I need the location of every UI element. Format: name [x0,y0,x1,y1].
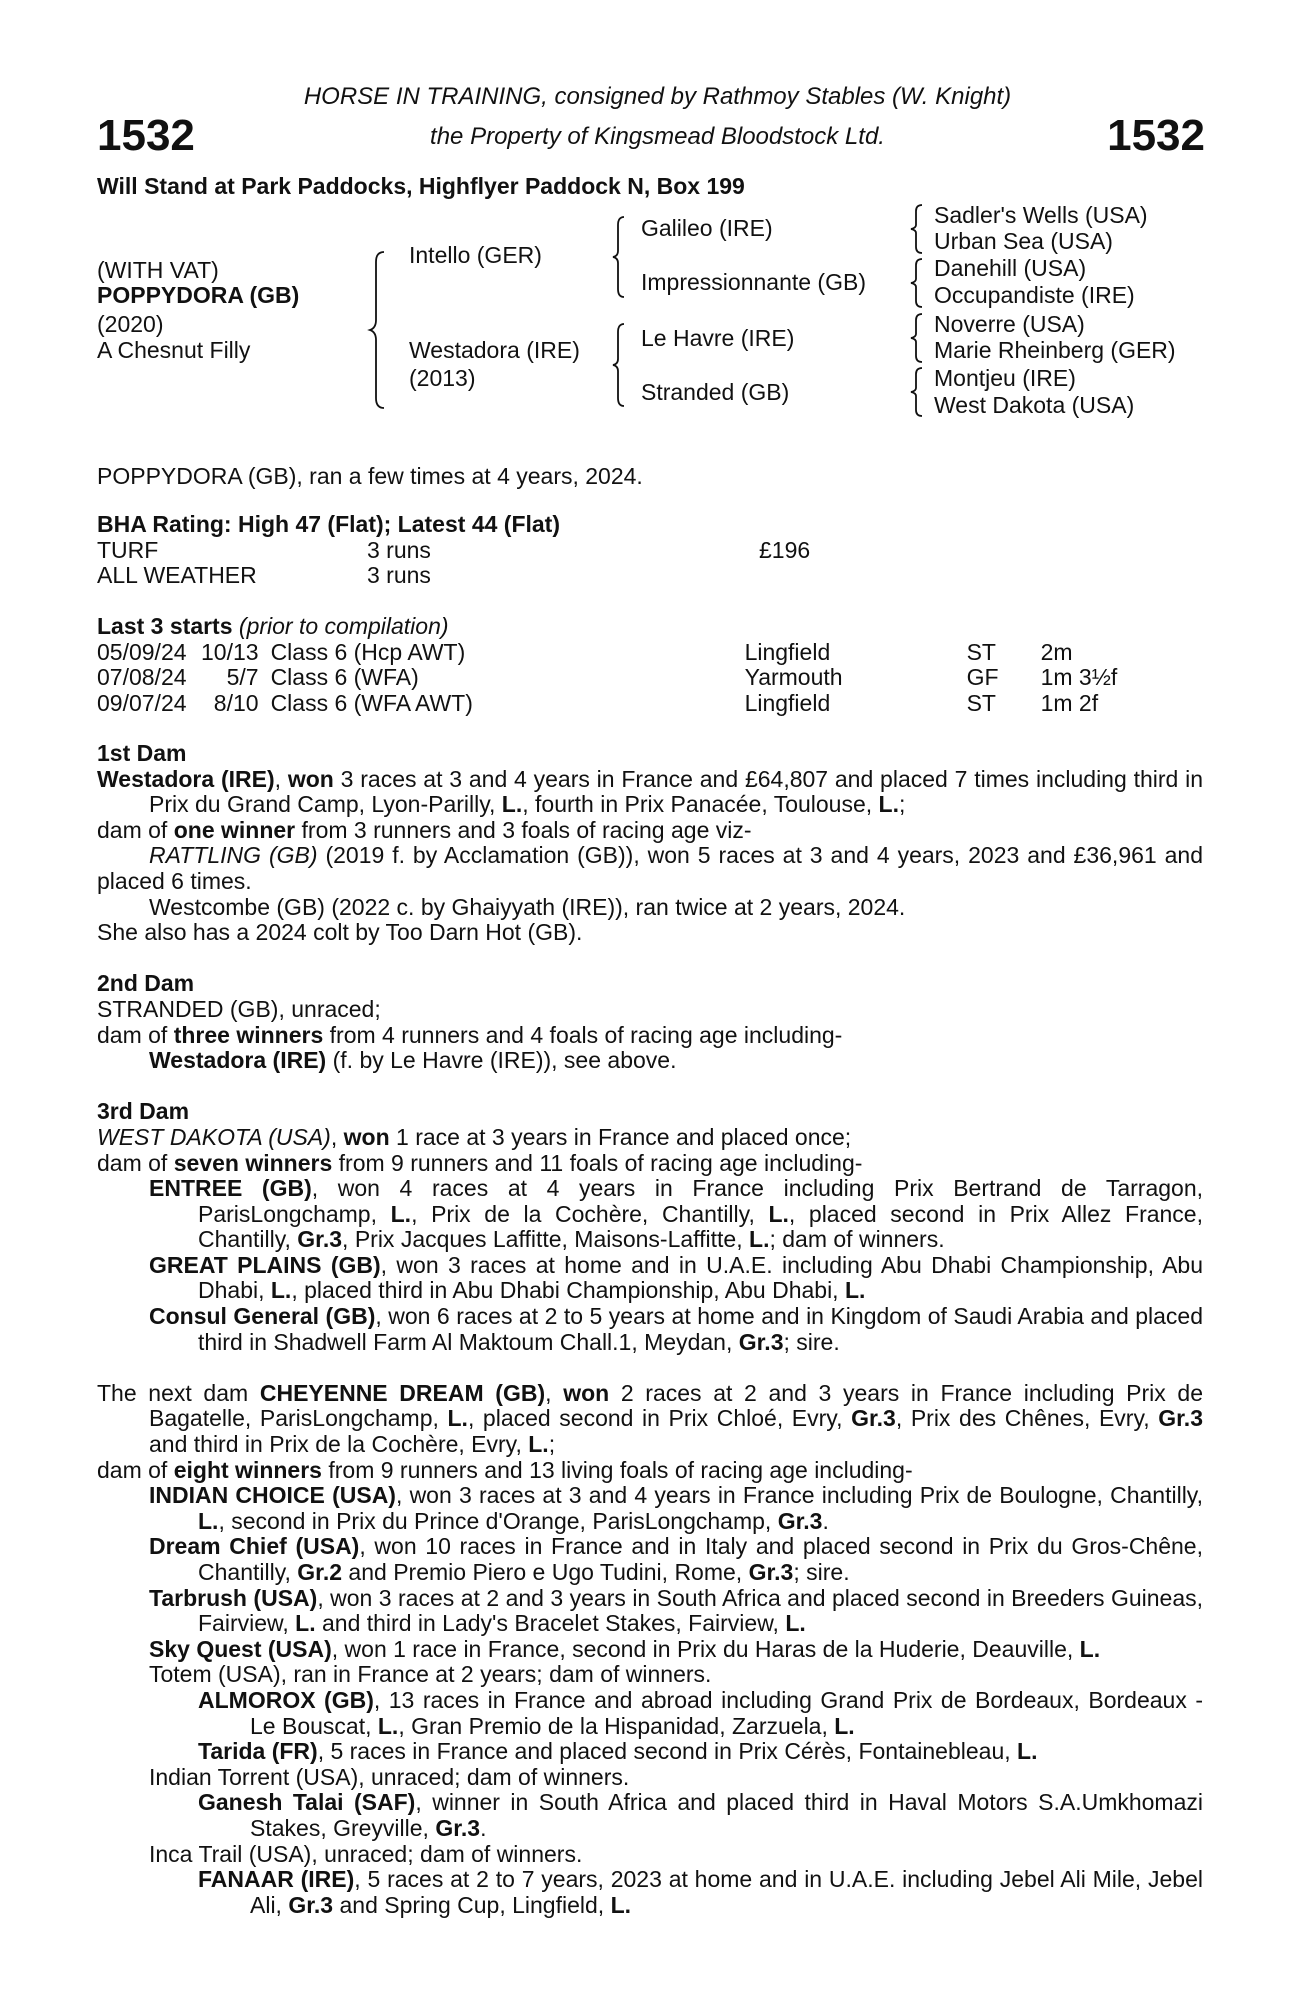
start-course: Lingfield [744,689,831,716]
start-date: 05/09/24 [97,638,187,665]
text: Totem (USA), ran in France at 2 years; dam of winners. [149,1661,712,1688]
bold-text: three winners [173,1021,324,1048]
catalogue-heading: HORSE IN TRAINING, consigned by Rathmoy Stables (W. Knight) [303,83,1012,110]
table-row [97,563,810,589]
bold-text: L. [844,1277,866,1304]
text: , 5 races at 2 to 7 years, 2023 at home and in U.A.E. including Jebel Ali Mile, Jebel Ali, [250,1866,1203,1918]
bold-text: L. [610,1891,632,1918]
text: 3 races at 3 and 4 years in France and £64,807 and placed 7 times including third in Prix du Grand Camp, Lyon-Parilly, [149,765,1204,818]
horse-description: A Chesnut Filly [97,337,251,363]
start-going: ST [966,689,996,716]
start-pos: 8/10 [213,689,259,716]
pedigree-paragraph [97,997,1203,1023]
start-course: Yarmouth [744,664,843,691]
bold-text: L. [834,1712,855,1739]
great-grandparent: Noverre (USA) [934,311,1085,337]
bold-text: INDIAN CHOICE (USA) [149,1482,396,1509]
pedigree-paragraph [97,1151,1203,1177]
pedigree-paragraph [97,1483,1203,1534]
start-course: Lingfield [744,638,831,665]
horse-name: POPPYDORA (GB) [97,282,300,308]
text: from 9 runners and 13 living foals of racing age including- [321,1456,913,1483]
pedigree-paragraph [97,1176,1203,1253]
text: . [822,1507,829,1534]
bold-text: Gr.3 [738,1328,784,1355]
runs: 3 runs [367,536,431,563]
pedigree-paragraph [97,1688,1203,1739]
pedigree-paragraph [97,1790,1203,1841]
bold-text: L. [878,791,899,818]
text: , [274,765,288,792]
text: , won 3 races at home and in U.A.E. including Abu Dhabi Championship, Abu Dhabi, [198,1251,1203,1304]
italic-text: WEST DAKOTA (USA) [97,1123,331,1150]
text: , won 1 race in France, second in Prix du Haras de la Huderie, Deauville, [331,1635,1080,1662]
text: from 9 runners and 11 foals of racing age including- [332,1149,863,1176]
text: , [330,1123,344,1150]
bold-text: L. [390,1200,412,1227]
bold-text: Tarbrush (USA) [149,1584,318,1611]
text: , winner in South Africa and placed third in Haval Motors S.A.Umkhomazi Stakes, Greyville, [250,1789,1203,1841]
start-race: Class 6 (Hcp AWT) [270,638,466,665]
spacer [97,1074,1203,1100]
text: , Prix de la Cochère, Chantilly, [411,1200,769,1227]
pedigree-paragraph [97,1253,1203,1304]
start-row [97,665,1117,691]
brace-icon [910,257,926,309]
bold-text: Gr.3 [851,1405,896,1432]
text: , Prix Jacques Laffitte, Maisons-Laffitte, [342,1226,750,1253]
text: , won 3 races at 2 and 3 years in South Africa and placed second in Breeders Guineas, Fairview, [198,1584,1204,1637]
bold-text: Gr.2 [297,1559,343,1585]
bold-text: L. [198,1507,219,1534]
lot-number-right: 1532 [1107,111,1205,160]
text: , Prix des Chênes, Evry, [895,1405,1159,1432]
bold-text: seven winners [173,1149,333,1176]
great-grandparent: Occupandiste (IRE) [934,282,1135,308]
bold-text: Consul General (GB) [149,1303,376,1330]
start-date: 07/08/24 [97,664,187,691]
bold-text: Gr.3 [288,1891,334,1918]
great-grandparent: Marie Rheinberg (GER) [934,337,1176,363]
text: and Spring Cup, Lingfield, [333,1891,611,1918]
bold-text: one winner [173,816,296,843]
bold-text: L. [528,1431,549,1458]
bold-text: Ganesh Talai (SAF) [198,1789,416,1816]
dam-sections [97,741,1203,1918]
bold-text: L. [270,1277,292,1304]
pedigree-paragraph [97,1125,1203,1151]
text: dam of [97,1021,174,1048]
text: , won 3 races at 3 and 4 years in France including Prix de Boulogne, Chantilly, [395,1482,1203,1509]
bold-text: L. [768,1200,789,1227]
text: ; [548,1431,556,1458]
text: , won 6 races at 2 to 5 years at home and in Kingdom of Saudi Arabia and placed third in Shadwell Farm Al Maktoum Chall.1, Meydan, [198,1303,1204,1355]
text: 1 race at 3 years in France and placed once; [389,1123,852,1150]
text: 2 races at 2 and 3 years in France including Prix de Bagatelle, ParisLongchamp, [149,1379,1204,1432]
text: The next dam [97,1379,260,1406]
bold-text: L. [295,1610,316,1637]
sire: Intello (GER) [409,242,542,268]
section-title: 3rd Dam [97,1098,190,1125]
bold-text: ENTREE (GB) [149,1175,312,1202]
pedigree-paragraph [97,1842,1203,1868]
text: , 13 races in France and abroad including Grand Prix de Bordeaux, Bordeaux - Le Bouscat, [250,1686,1203,1739]
start-date: 09/07/24 [97,689,187,716]
bold-text: Tarida (FR) [198,1738,318,1765]
start-race: Class 6 (WFA AWT) [270,689,473,716]
bold-text: Westadora (IRE) [149,1047,327,1074]
start-pos: 10/13 [201,638,259,665]
text: , won 10 races in France and in Italy and placed second in Prix du Gros-Chêne, Chantilly, [198,1533,1203,1585]
start-row [97,640,1117,666]
bold-text: L. [785,1610,806,1637]
start-going: ST [966,638,996,665]
grandsire-maternal: Le Havre (IRE) [641,325,795,351]
start-dist: 1m 2f [1040,689,1099,716]
table-row [97,538,810,564]
bold-text: won [563,1379,610,1406]
vat-status: (WITH VAT) [97,257,219,283]
text: from 4 runners and 4 foals of racing age including- [323,1021,843,1048]
grandsire-paternal: Galileo (IRE) [641,215,773,241]
great-grandparent: Danehill (USA) [934,255,1087,281]
bold-text: L. [377,1712,399,1739]
text: , Gran Premio de la Hispanidad, Zarzuela, [398,1712,835,1739]
text: ; sire. [783,1328,840,1355]
starts-table [97,640,1117,717]
great-grandparent: West Dakota (USA) [934,392,1135,418]
text: , 5 races in France and placed second in Prix Cérès, Fontainebleau, [317,1738,1018,1765]
bha-rating-title: BHA Rating: High 47 (Flat); Latest 44 (Flat) [97,511,560,537]
pedigree-paragraph [97,1867,1203,1918]
text: , placed second in Prix Allez France, Chantilly, [198,1200,1203,1253]
pedigree-paragraph [97,767,1203,818]
dam-year: (2013) [409,365,476,391]
text: Westcombe (GB) (2022 c. by Ghaiyyath (IRE)), ran twice at 2 years, 2024. [149,893,906,920]
text: , fourth in Prix Panacée, Toulouse, [522,791,879,818]
spacer [97,1355,1203,1381]
race-summary: POPPYDORA (GB), ran a few times at 4 years, 2024. [97,463,643,489]
granddam-maternal: Stranded (GB) [641,379,790,405]
start-going: GF [966,664,999,691]
runs: 3 runs [367,562,431,589]
bold-text: L. [447,1405,468,1432]
pedigree-paragraph [97,1739,1203,1765]
bold-text: won [287,765,334,792]
bold-text: ALMOROX (GB) [198,1686,374,1713]
great-grandparent: Urban Sea (USA) [934,228,1113,254]
rating-table [97,538,810,589]
text: (2019 f. by Acclamation (GB)), won 5 races at 3 and 4 years, 2023 and £36,961 and placed 6 times. [97,842,1203,894]
pedigree-paragraph [97,920,1203,946]
horse-year: (2020) [97,311,164,337]
bold-text: FANAAR (IRE) [198,1866,355,1893]
bold-text: Gr.3 [435,1814,481,1841]
bold-text: won [343,1123,390,1150]
section-title: 2nd Dam [97,970,195,997]
start-pos: 5/7 [226,664,259,691]
prize-money: £196 [759,536,811,563]
text: from 3 runners and 3 foals of racing age viz- [295,816,752,843]
brace-icon [910,203,926,255]
text: dam of [97,816,174,843]
text: Indian Torrent (USA), unraced; dam of winners. [149,1763,630,1790]
start-race: Class 6 (WFA) [270,664,419,691]
surface: ALL WEATHER [97,562,257,589]
start-dist: 1m 3½f [1040,664,1118,691]
pedigree-paragraph [97,1662,1203,1688]
text: , won 4 races at 4 years in France including Prix Bertrand de Tarragon, ParisLongchamp, [198,1175,1203,1227]
text: ; [899,791,906,818]
bha-rating-section [97,512,1203,589]
pedigree-paragraph [97,1534,1203,1585]
brace-icon [612,322,628,408]
brace-icon [910,312,926,364]
text: , placed third in Abu Dhabi Championship, Abu Dhabi, [291,1277,845,1304]
text: and third in Lady's Bracelet Stakes, Fairview, [315,1610,786,1637]
pedigree-paragraph [97,1048,1203,1074]
text: . [480,1814,487,1841]
pedigree-paragraph [97,895,1203,921]
granddam-paternal: Impressionnante (GB) [641,269,866,295]
text: She also has a 2024 colt by Too Darn Hot (GB). [97,919,583,946]
text: dam of [97,1456,174,1483]
bold-text: L. [749,1226,770,1253]
bold-text: CHEYENNE DREAM (GB) [259,1379,546,1406]
bold-text: Gr.3 [1158,1405,1203,1432]
section-title: 1st Dam [97,740,187,766]
text: (f. by Le Havre (IRE)), see above. [326,1047,677,1074]
pedigree-paragraph [97,1023,1203,1049]
italic-text: RATTLING (GB) [149,842,318,869]
text: and third in Prix de la Cochère, Evry, [149,1431,529,1458]
last-starts-subtitle: (prior to compilation) [238,613,449,639]
text: , placed second in Prix Chloé, Evry, [467,1405,852,1432]
text: , [545,1379,564,1406]
lot-number-left: 1532 [97,111,195,160]
property-line: the Property of Kingsmead Bloodstock Ltd. [430,123,885,150]
text: Inca Trail (USA), unraced; dam of winners. [149,1840,583,1867]
text: , second in Prix du Prince d'Orange, ParisLongchamp, [218,1507,778,1534]
bold-text: Gr.3 [777,1507,823,1534]
pedigree-paragraph [97,1304,1203,1355]
pedigree-paragraph [97,818,1203,844]
start-row [97,691,1117,717]
pedigree-paragraph [97,843,1203,894]
bold-text: Sky Quest (USA) [149,1635,332,1662]
bold-text: Gr.3 [748,1559,794,1585]
great-grandparent: Sadler's Wells (USA) [934,202,1148,228]
pedigree-paragraph [97,1765,1203,1791]
bold-text: Gr.3 [297,1226,343,1253]
bold-text: L. [1079,1635,1101,1662]
text: and Premio Piero e Ugo Tudini, Rome, [342,1559,749,1585]
start-dist: 2m [1040,638,1073,665]
brace-icon [910,366,926,418]
last-starts-section [97,614,1203,716]
text: ; dam of winners. [769,1226,945,1253]
bold-text: Dream Chief (USA) [149,1533,360,1560]
prize-money [759,563,810,589]
bold-text: L. [501,791,523,818]
dam: Westadora (IRE) [409,337,580,363]
bold-text: Westadora (IRE) [97,765,275,792]
bold-text: GREAT PLAINS (GB) [149,1251,381,1278]
pedigree-paragraph [97,1458,1203,1484]
text: STRANDED (GB), unraced; [97,995,381,1022]
pedigree-paragraph [97,1637,1203,1663]
bold-text: eight winners [173,1456,322,1483]
spacer [97,946,1203,972]
bold-text: L. [1017,1738,1038,1765]
great-grandparent: Montjeu (IRE) [934,365,1076,391]
surface: TURF [97,536,159,563]
last-starts-title: Last 3 starts [97,613,233,639]
text: ; sire. [793,1559,850,1585]
text: dam of [97,1149,174,1176]
pedigree-paragraph [97,1381,1203,1458]
pedigree-paragraph [97,1586,1203,1637]
brace-icon [370,250,390,410]
brace-icon [612,215,628,299]
stand-location: Will Stand at Park Paddocks, Highflyer Paddock N, Box 199 [97,173,745,199]
